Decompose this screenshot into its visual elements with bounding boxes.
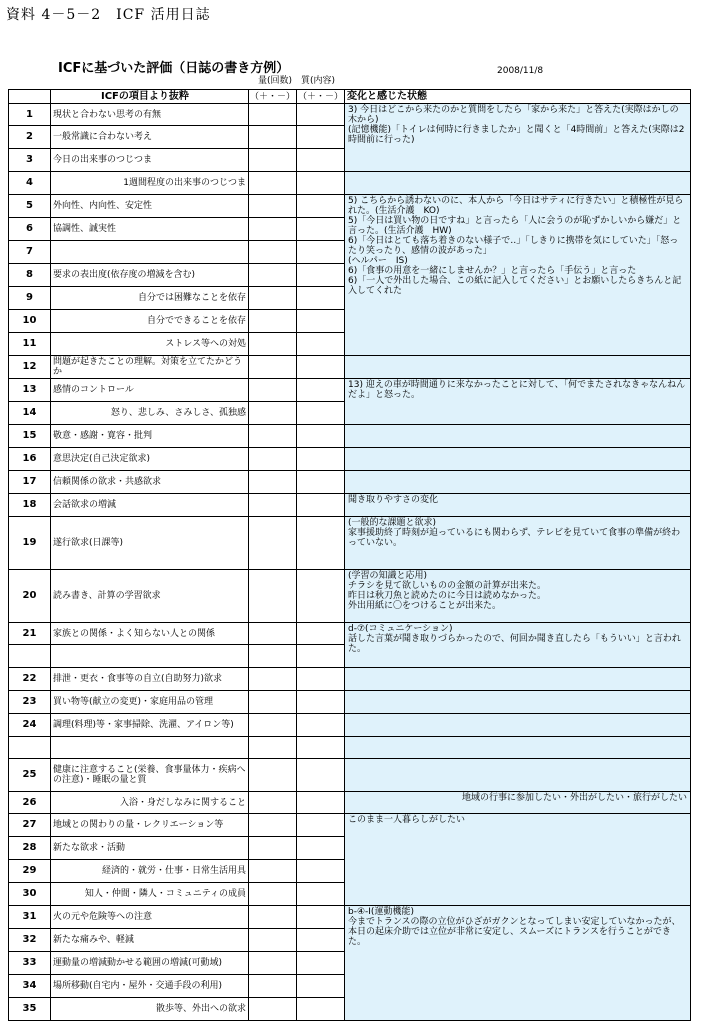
row-quantity-cell <box>249 906 297 929</box>
observation-cell <box>345 172 691 195</box>
row-number: 29 <box>8 860 51 883</box>
row-quantity-cell <box>249 570 297 623</box>
row-quality-cell <box>297 792 345 814</box>
row-quality-cell <box>297 837 345 860</box>
row-number: 6 <box>8 218 51 241</box>
row-quality-cell <box>297 425 345 448</box>
header-num-cell <box>8 89 51 104</box>
row-item-label: 新たな欲求・活動 <box>51 837 249 860</box>
row-number: 11 <box>8 333 51 356</box>
row-quantity-cell <box>249 379 297 402</box>
document-date: 2008/11/8 <box>497 66 544 76</box>
row-number: 13 <box>8 379 51 402</box>
row-quality-cell <box>297 448 345 471</box>
row-item-label: 読み書き、計算の学習欲求 <box>51 570 249 623</box>
row-quality-cell <box>297 668 345 691</box>
observation-note: b-④-Ⅰ(運動機能) 今までトランスの際の立位がひざがガクンとなってしまい安定していなかったが、本日の起床介助では立位が非常に安定し、スムーズにトランスを行うことができた。 <box>345 906 691 1021</box>
row-quantity-cell <box>249 448 297 471</box>
row-quantity-cell <box>249 517 297 570</box>
row-quality-cell <box>297 906 345 929</box>
observation-cell <box>345 425 691 448</box>
row-quantity-cell <box>249 975 297 998</box>
row-number: 16 <box>8 448 51 471</box>
row-quality-cell <box>297 149 345 172</box>
row-quantity-cell <box>249 287 297 310</box>
row-quality-cell <box>297 883 345 906</box>
row-quantity-cell <box>249 402 297 425</box>
row-quality-cell <box>297 952 345 975</box>
row-quantity-cell <box>249 218 297 241</box>
header-quality: （＋・－） <box>297 89 345 104</box>
row-quality-cell <box>297 623 345 645</box>
observation-note: 聞き取りやすさの変化 <box>345 494 691 517</box>
page-title: ICFに基づいた評価（日誌の書き方例） <box>58 61 290 76</box>
row-quantity-cell <box>249 172 297 195</box>
row-item-label <box>51 241 249 264</box>
row-quality-cell <box>297 975 345 998</box>
row-number <box>8 737 51 759</box>
row-quality-cell <box>297 241 345 264</box>
row-number: 27 <box>8 814 51 837</box>
row-item-label: 新たな痛みや、軽減 <box>51 929 249 952</box>
row-quality-cell <box>297 814 345 837</box>
observation-cell <box>345 714 691 737</box>
row-number: 24 <box>8 714 51 737</box>
row-number: 26 <box>8 792 51 814</box>
row-item-label: 調理(料理)等・家事掃除、洗濯、アイロン等) <box>51 714 249 737</box>
row-item-label: 感情のコントロール <box>51 379 249 402</box>
row-quantity-cell <box>249 471 297 494</box>
row-number: 15 <box>8 425 51 448</box>
row-number: 8 <box>8 264 51 287</box>
observation-cell <box>345 356 691 379</box>
row-item-label: 信頼関係の欲求・共感欲求 <box>51 471 249 494</box>
row-quantity-cell <box>249 149 297 172</box>
row-item-label: 今日の出来事のつじつま <box>51 149 249 172</box>
observation-note: 5) こちらから誘わないのに、本人から「今日はサティに行きたい」と積極性が見られた。(生活介護 KO) 5)「今日は買い物の日ですね」と言ったら「人に会うのが恥ずかしいから嫌だ」と言った。(生活介護 HW) 6)「今日はとても落ち着きのない様子で‥」「しきりに携帯を気にしていた」「怒ったり笑ったり、感情の波があった」 (ヘルパー IS) 6)「食事の用意を一緒にしませんか？」と言ったら「手伝う」と言った 6)「一人で外出した場合、この紙に記入してください」とお願いしたらきちんと記入してくれた <box>345 195 691 356</box>
row-quantity-cell <box>249 759 297 792</box>
row-quantity-cell <box>249 104 297 126</box>
row-item-label: 排泄・更衣・食事等の自立(自助努力)欲求 <box>51 668 249 691</box>
observation-note: (学習の知識と応用) チラシを見て欲しいものの金額の計算が出来た。 昨日は秋刀魚と読めたのに今日は読めなかった。 外出用紙に〇をつけることが出来た。 <box>345 570 691 623</box>
row-quality-cell <box>297 998 345 1021</box>
row-item-label: 散歩等、外出への欲求 <box>51 998 249 1021</box>
row-item-label: 敬意・感謝・寛容・批判 <box>51 425 249 448</box>
row-item-label: 会話欲求の増減 <box>51 494 249 517</box>
row-item-label: 外向性、内向性、安定性 <box>51 195 249 218</box>
row-number: 20 <box>8 570 51 623</box>
observation-cell <box>345 691 691 714</box>
row-item-label: 買い物等(献立の変更)・家庭用品の管理 <box>51 691 249 714</box>
row-quality-cell <box>297 517 345 570</box>
row-quality-cell <box>297 402 345 425</box>
row-quantity-cell <box>249 860 297 883</box>
row-item-label: 現状と合わない思考の有無 <box>51 104 249 126</box>
row-number: 31 <box>8 906 51 929</box>
row-number: 4 <box>8 172 51 195</box>
row-item-label: 経済的・就労・仕事・日常生活用具 <box>51 860 249 883</box>
row-quantity-cell <box>249 356 297 379</box>
row-item-label: 健康に注意すること(栄養、食事量体力・疾病への注意)・睡眠の量と質 <box>51 759 249 792</box>
row-item-label: 入浴・身だしなみに関すること <box>51 792 249 814</box>
observation-note: d-⑦(コミュニケーション) 話した言葉が聞き取りづらかったので、何回か聞き直したら「もういい」と言われた。 <box>345 623 691 668</box>
row-quantity-cell <box>249 837 297 860</box>
row-item-label: 意思決定(自己決定欲求) <box>51 448 249 471</box>
row-quality-cell <box>297 737 345 759</box>
row-number: 2 <box>8 126 51 149</box>
row-number: 28 <box>8 837 51 860</box>
row-quantity-cell <box>249 241 297 264</box>
row-number <box>8 645 51 668</box>
row-item-label: 自分では困難なことを依存 <box>51 287 249 310</box>
row-quantity-cell <box>249 929 297 952</box>
row-quality-cell <box>297 570 345 623</box>
row-quantity-cell <box>249 668 297 691</box>
row-number: 1 <box>8 104 51 126</box>
row-quality-cell <box>297 929 345 952</box>
row-item-label: 怒り、悲しみ、さみしさ、孤独感 <box>51 402 249 425</box>
row-number: 25 <box>8 759 51 792</box>
observation-note: 地域の行事に参加したい・外出がしたい・旅行がしたい <box>345 792 691 814</box>
row-quality-cell <box>297 759 345 792</box>
row-item-label: 知人・仲間・隣人・コミュニティの成員 <box>51 883 249 906</box>
row-number: 22 <box>8 668 51 691</box>
row-number: 21 <box>8 623 51 645</box>
row-quantity-cell <box>249 264 297 287</box>
row-item-label: 運動量の増減動かせる範囲の増減(可動域) <box>51 952 249 975</box>
row-quality-cell <box>297 691 345 714</box>
row-quality-cell <box>297 104 345 126</box>
row-item-label <box>51 645 249 668</box>
row-item-label: 要求の表出度(依存度の増減を含む) <box>51 264 249 287</box>
row-item-label: 地域との関わりの量・レクリエーション等 <box>51 814 249 837</box>
row-quality-cell <box>297 860 345 883</box>
observation-note: このまま一人暮らしがしたい <box>345 814 691 906</box>
observation-note: 13) 迎えの車が時間通りに来なかったことに対して、「何でまたされなきゃなんねんだよ」と怒った。 <box>345 379 691 425</box>
document-header: 資料 4－5－2 ICF 活用日誌 <box>6 7 211 23</box>
observation-note: (一般的な課題と欲求) 家事援助終了時刻が迫っているにも関わらず、テレビを見ていて食事の準備が終わっていない。 <box>345 517 691 570</box>
row-quantity-cell <box>249 333 297 356</box>
row-number: 3 <box>8 149 51 172</box>
row-number: 34 <box>8 975 51 998</box>
row-number: 18 <box>8 494 51 517</box>
row-quantity-cell <box>249 494 297 517</box>
row-quality-cell <box>297 379 345 402</box>
row-quantity-cell <box>249 952 297 975</box>
row-quality-cell <box>297 471 345 494</box>
column-subtitle: 量(回数) 質(内容) <box>258 76 336 86</box>
observation-cell <box>345 737 691 759</box>
row-quantity-cell <box>249 623 297 645</box>
observation-cell <box>345 759 691 792</box>
observation-cell <box>345 668 691 691</box>
header-quantity: （＋・－） <box>249 89 297 104</box>
row-number: 17 <box>8 471 51 494</box>
row-number: 10 <box>8 310 51 333</box>
row-item-label: 協調性、誠実性 <box>51 218 249 241</box>
row-quantity-cell <box>249 310 297 333</box>
row-number: 9 <box>8 287 51 310</box>
row-quantity-cell <box>249 425 297 448</box>
row-quantity-cell <box>249 814 297 837</box>
row-quality-cell <box>297 645 345 668</box>
row-item-label: 場所移動(自宅内・屋外・交通手段の利用) <box>51 975 249 998</box>
row-quality-cell <box>297 195 345 218</box>
row-quantity-cell <box>249 645 297 668</box>
row-quality-cell <box>297 218 345 241</box>
row-item-label: 1週間程度の出来事のつじつま <box>51 172 249 195</box>
row-item-label: ストレス等への対処 <box>51 333 249 356</box>
row-number: 5 <box>8 195 51 218</box>
row-quality-cell <box>297 714 345 737</box>
row-quality-cell <box>297 333 345 356</box>
row-quality-cell <box>297 287 345 310</box>
row-item-label: 問題が起きたことの理解。対策を立てたかどうか <box>51 356 249 379</box>
row-number: 23 <box>8 691 51 714</box>
row-number: 7 <box>8 241 51 264</box>
row-quantity-cell <box>249 126 297 149</box>
row-quality-cell <box>297 494 345 517</box>
header-observation: 変化と感じた状態 <box>345 89 691 104</box>
row-number: 12 <box>8 356 51 379</box>
row-item-label: 火の元や危険等への注意 <box>51 906 249 929</box>
row-item-label: 家族との関係・よく知らない人との関係 <box>51 623 249 645</box>
row-quantity-cell <box>249 998 297 1021</box>
icf-table <box>8 89 691 1015</box>
row-item-label: 遂行欲求(日課等) <box>51 517 249 570</box>
row-quality-cell <box>297 310 345 333</box>
row-quality-cell <box>297 172 345 195</box>
row-quantity-cell <box>249 737 297 759</box>
row-quality-cell <box>297 126 345 149</box>
row-number: 32 <box>8 929 51 952</box>
observation-cell <box>345 471 691 494</box>
row-quantity-cell <box>249 883 297 906</box>
row-quantity-cell <box>249 691 297 714</box>
observation-cell <box>345 448 691 471</box>
row-item-label: 自分でできることを依存 <box>51 310 249 333</box>
row-number: 33 <box>8 952 51 975</box>
row-quality-cell <box>297 264 345 287</box>
row-number: 35 <box>8 998 51 1021</box>
header-item: ICFの項目より抜粋 <box>51 89 249 104</box>
row-quantity-cell <box>249 195 297 218</box>
row-quantity-cell <box>249 792 297 814</box>
observation-note: 3) 今日はどこから来たのかと質問をしたら「家から来た」と答えた(実際はかしの木から) (記憶機能)「トイレは何時に行きましたか」と聞くと「4時間前」と答えた(実際は2時間前に行った) <box>345 104 691 172</box>
row-item-label: 一般常識に合わない考え <box>51 126 249 149</box>
row-quality-cell <box>297 356 345 379</box>
row-quantity-cell <box>249 714 297 737</box>
row-number: 14 <box>8 402 51 425</box>
row-item-label <box>51 737 249 759</box>
row-number: 19 <box>8 517 51 570</box>
row-number: 30 <box>8 883 51 906</box>
